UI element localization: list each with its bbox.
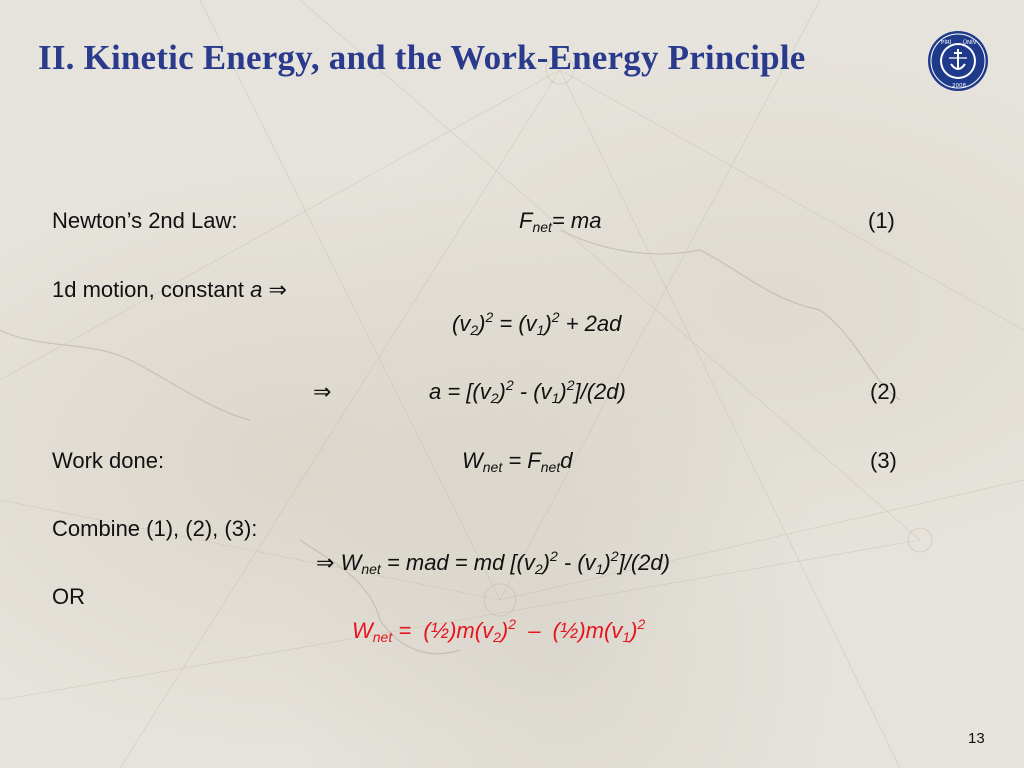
equation-2-number: (2) — [870, 379, 897, 404]
motion-label: 1d motion, constant a ⇒ — [52, 277, 287, 302]
kinematics-equation: $(v_2)^2 = (v_1)^2 + 2ad$ — [452, 309, 622, 338]
slide-title: II. Kinetic Energy, and the Work-Energy Principle — [38, 38, 806, 77]
implies-symbol: ⇒ — [316, 550, 335, 575]
page-number: 13 — [968, 730, 985, 747]
newtons-law-label: Newton’s 2nd Law: — [52, 208, 238, 233]
equation-3-number: (3) — [870, 448, 897, 473]
university-seal-logo — [927, 30, 989, 92]
equation-1-number: (1) — [868, 208, 895, 233]
equation-1: $F_{net}=$ ma — [519, 208, 602, 235]
combined-equation: ⇒ $W_{net}$ = mad = md $[(v_2)^2 - (v_1)^2]/(2d)$ — [316, 548, 670, 577]
implies-symbol: ⇒ — [268, 277, 287, 302]
svg-text:ÜNİV: ÜNİV — [963, 40, 977, 46]
work-done-label: Work done: — [52, 448, 165, 473]
equation-2: $a = [(v_2)^2 - (v_1)^2]/(2d)$ — [429, 377, 626, 406]
combine-label: Combine (1), (2), (3): — [52, 516, 258, 541]
implies-symbol: ⇒ — [313, 379, 332, 404]
svg-text:PİRİ: PİRİ — [941, 40, 952, 46]
equation-3: $W_{net} = F_{net}d$ — [462, 448, 573, 475]
or-label: OR — [52, 584, 85, 609]
svg-text:2008: 2008 — [952, 83, 966, 89]
work-energy-equation: $W_{net}$ = $(\frac{1}{2})m(v_2)^2$ – $(\frac{1}{2})m(v_1)^2$ — [352, 616, 646, 645]
